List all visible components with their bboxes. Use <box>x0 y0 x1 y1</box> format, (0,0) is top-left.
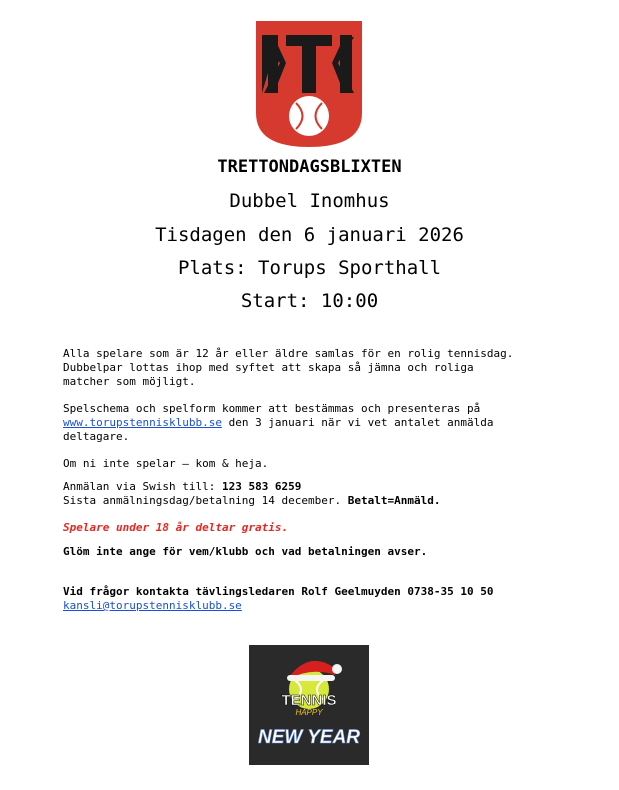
event-date: Tisdagen den 6 januari 2026 <box>155 224 464 246</box>
event-title: TRETTONDAGSBLIXTEN <box>217 157 402 177</box>
badge-happy-text: HAPPY <box>295 708 323 717</box>
club-logo <box>256 21 362 147</box>
contact-paragraph <box>63 585 563 613</box>
intro-paragraph <box>63 347 563 389</box>
email-link[interactable]: kansli@torupstennisklubb.se <box>63 599 242 612</box>
registration-paragraph <box>63 480 563 508</box>
payment-reference-note: Glöm inte ange för vem/klubb och vad betalningen avser. <box>63 545 428 558</box>
schedule-line: deltagare. <box>63 430 130 443</box>
event-type: Dubbel Inomhus <box>229 190 390 212</box>
swish-label: Anmälan via Swish till: <box>63 480 222 493</box>
cheer-paragraph: Om ni inte spelar – kom & heja. <box>63 457 269 470</box>
deadline-text: Sista anmälningsdag/betalning 14 december. <box>63 494 348 507</box>
schedule-line: Spelschema och spelform kommer att bestämmas och presenteras på <box>63 402 481 415</box>
contact-line: Vid frågor kontakta tävlingsledaren Rolf Geelmuyden 0738-35 10 50 <box>63 585 494 598</box>
event-location: Plats: Torups Sporthall <box>177 257 442 279</box>
website-link[interactable]: www.torupstennisklubb.se <box>63 416 222 429</box>
schedule-line: den 3 januari när vi vet antalet anmälda <box>221 416 494 429</box>
intro-line: matcher som möjligt. <box>63 375 196 388</box>
happy-new-year-badge <box>249 645 369 765</box>
intro-line: Alla spelare som är 12 år eller äldre samlas för en rolig tennisdag. <box>63 347 514 360</box>
free-under-18-note: Spelare under 18 år deltar gratis. <box>63 521 289 534</box>
swish-number: 123 583 6259 <box>221 480 302 493</box>
event-start-time: Start: 10:00 <box>240 290 379 312</box>
badge-tennis-text: TENNIS <box>281 692 337 709</box>
intro-line: Dubbelpar lottas ihop med syftet att skapa så jämna och roliga <box>63 361 474 374</box>
paid-registered-note: Betalt=Anmäld. <box>347 494 441 507</box>
badge-new-year-text: NEW YEAR <box>257 727 361 748</box>
schedule-paragraph <box>63 402 563 444</box>
